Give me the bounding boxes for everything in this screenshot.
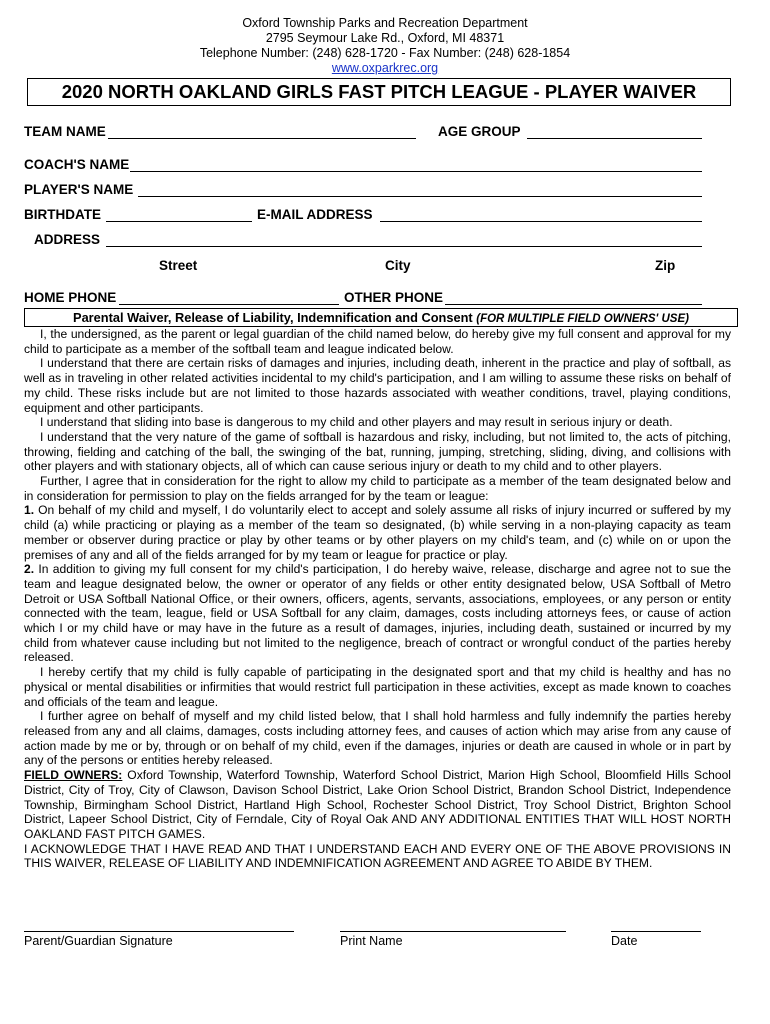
document-title: 2020 NORTH OAKLAND GIRLS FAST PITCH LEAGUE - PLAYER WAIVER [27,78,731,106]
player-name-label: PLAYER'S NAME [24,182,134,197]
home-phone-label: HOME PHONE [24,290,117,305]
address-field[interactable] [106,246,702,247]
paragraph-nature: I understand that the very nature of the game of softball is hazardous and risky, including, but not limited to, the acts of pitching, throwing, fielding and catching of the ball, the swinging of the bat, running, jumping, stretching, sliding, diving, and collisions with other players and with stationary objects, all of which can cause serious injury or death to my child and to other players. [24,429,731,474]
website-link[interactable]: www.oxparkrec.org [331,61,439,75]
paragraph-consideration: Further, I agree that in consideration for the right to allow my child to participate as a member of the team designated below and in consideration for permission to play on the fields arranged for by the team or league: [24,474,731,503]
team-name-label: TEAM NAME [24,124,106,139]
waiver-heading-note: (FOR MULTIPLE FIELD OWNERS' USE) [476,313,689,325]
home-phone-field[interactable] [119,304,339,305]
paragraph-certify: I hereby certify that my child is fully capable of participating in the designated sport and that my child is healthy and has no physical or mental disabilities or infirmities that would restrict full participation in these activities, except as made known to coaches and officials of the team and league. [24,665,731,709]
coach-row [24,157,724,175]
paragraph-indemnify: I further agree on behalf of myself and my child listed below, that I shall hold harmless and fully indemnify the parties hereby released from any and all claims, damages, costs including attorney fees, and causes of action which may arise from any cause of action made by me or by, through or on behalf of my child, even if the damages, injuries or death are caused in whole or in part by any of the persons or entities hereby released. [24,709,731,768]
date-field[interactable] [611,931,701,932]
paragraph-sliding: I understand that sliding into base is dangerous to my child and other players and may result in serious injury or death. [40,415,673,430]
date-label: Date [611,934,638,948]
parent-signature-label: Parent/Guardian Signature [24,934,173,948]
numbered-item-2: 2. In addition to giving my full consent for my child's participation, I do hereby waive, release, discharge and agree not to sue the team and league designated below, the owner or operator of any fields or other entity designated below, USA Softball of Metro Detroit or USA Softball National Office, or their owners, officers, agents, servants, associations, employees, or any person or entity connected with the team, league, field or USA Softball for any claim, damages, costs including attorneys fees, or cause of action which I or my child have or may have in the future as a result of damages, injuries, including death, sustained or incurred by my child from whatever cause including but not limited to the negligence, breach of contract or wrongful conduct of the parties hereby released. [24,562,731,665]
waiver-body [24,327,731,871]
email-label: E-MAIL ADDRESS [257,207,373,222]
age-group-field[interactable] [527,138,702,139]
age-group-label: AGE GROUP [438,124,521,139]
team-row [24,124,724,142]
other-phone-field[interactable] [445,304,702,305]
phone-row [24,290,724,308]
zip-label: Zip [655,258,676,273]
address-row [24,232,724,250]
org-address: 2795 Seymour Lake Rd., Oxford, MI 48371 [265,31,505,45]
numbered-item-2-label: 2. [24,562,35,577]
birthdate-row [24,207,724,225]
field-owners: FIELD OWNERS: Oxford Township, Waterford Township, Waterford School District, Marion High School, Bloomfield Hills School District, City of Troy, City of Clawson, Davison School District, Lake Orion School District, Brandon School District, Independence Township, Birmingham School District, Hartland High School, Rochester School District, Troy School District, Brighton School District, Lapeer School District, City of Ferndale, City of Royal Oak AND ANY ADDITIONAL ENTITIES THAT WILL HOST NORTH OAKLAND FAST PITCH GAMES. [24,768,731,841]
parent-signature-field[interactable] [24,931,294,932]
acknowledgement: I ACKNOWLEDGE THAT I HAVE READ AND THAT I UNDERSTAND EACH AND EVERY ONE OF THE ABOVE PROVISIONS IN THIS WAIVER, RELEASE OF LIABILITY AND INDEMNIFICATION AGREEMENT AND AGREE TO ABIDE BY THEM. [24,841,731,871]
numbered-item-1-label: 1. [24,503,35,518]
org-name: Oxford Township Parks and Recreation Department [242,16,528,30]
waiver-heading-text: Parental Waiver, Release of Liability, Indemnification and Consent [73,310,473,325]
birthdate-field[interactable] [106,221,252,222]
team-name-field[interactable] [108,138,416,139]
paragraph-risks: I understand that there are certain risks of damages and injuries, including death, inherent in the practice and play of softball, as well as in traveling in other related activities incidental to my child's participation, and I am willing to assume these risks on behalf of my child. These risks include but are not limited to those hazards associated with weather conditions, travel, playing conditions, equipment and other participants. [24,356,731,415]
email-field[interactable] [380,221,702,222]
field-owners-label: FIELD OWNERS: [24,768,123,783]
city-label: City [385,258,411,273]
waiver-heading [24,308,738,327]
document-header [0,16,770,76]
coach-name-field[interactable] [130,171,702,172]
other-phone-label: OTHER PHONE [344,290,444,305]
org-phones: Telephone Number: (248) 628-1720 - Fax Number: (248) 628-1854 [199,46,571,60]
birthdate-label: BIRTHDATE [24,207,101,222]
player-row [24,182,724,200]
street-label: Street [159,258,198,273]
paragraph-consent: I, the undersigned, as the parent or legal guardian of the child named below, do hereby give my full consent and approval for my child to participate as a member of the softball team and league indicated below. [24,327,731,356]
numbered-item-1: 1. On behalf of my child and myself, I do voluntarily elect to accept and solely assume all risks of injury incurred or suffered by my child (a) while practicing or playing as a member of the team so designated, (b) while serving in a non-playing capacity as team member or observer during practice or play by other teams or by other players on my child's team, and (c) while on or upon the premises of any and all of the fields arranged for by my team or league for practice or play. [24,503,731,562]
coach-name-label: COACH'S NAME [24,157,130,172]
print-name-field[interactable] [340,931,566,932]
address-label: ADDRESS [34,232,101,247]
print-name-label: Print Name [340,934,403,948]
player-name-field[interactable] [138,196,702,197]
